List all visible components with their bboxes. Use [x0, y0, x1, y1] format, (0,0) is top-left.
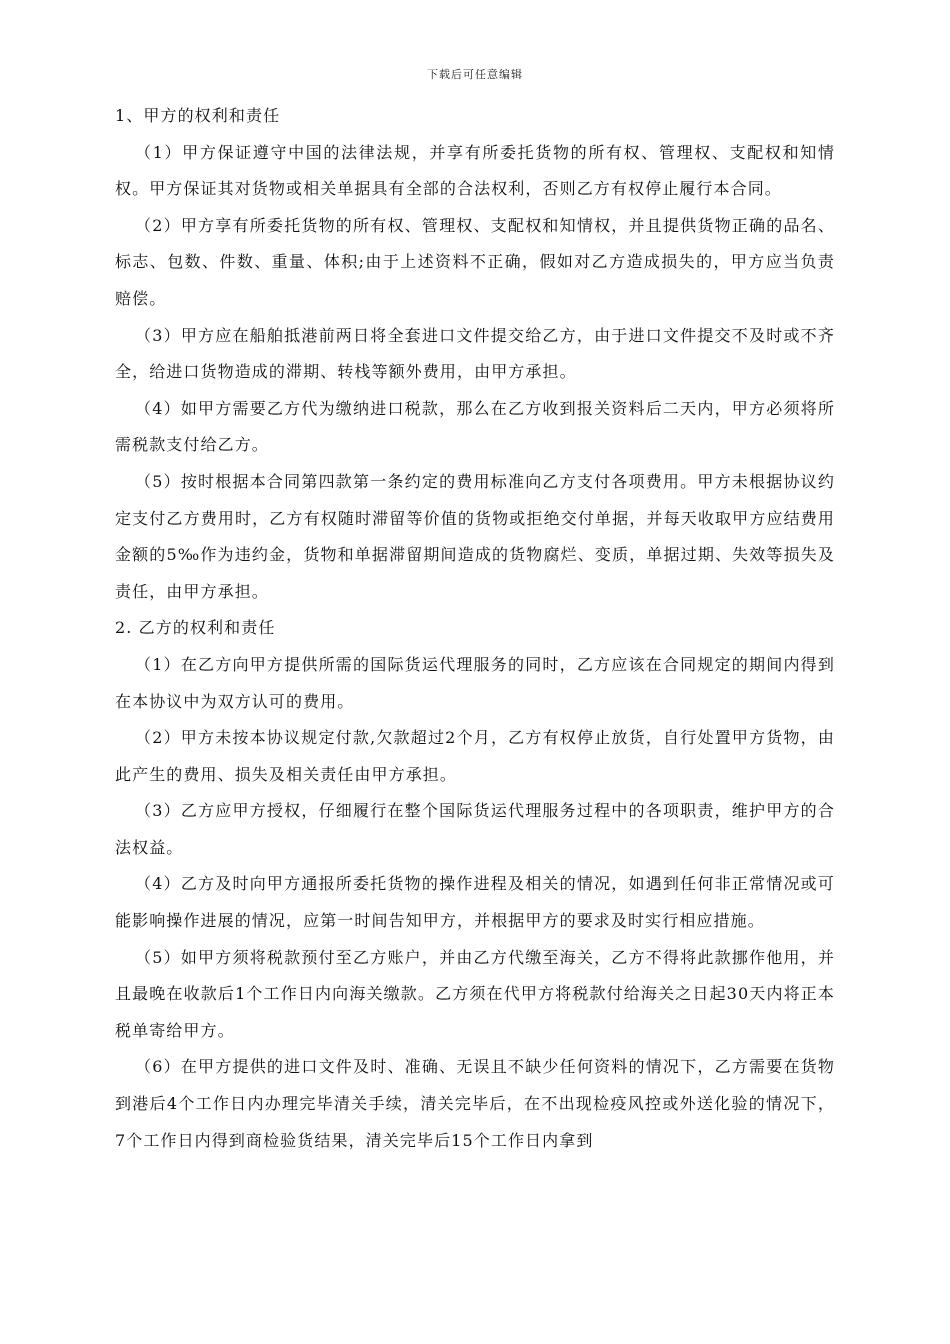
clause-b-6: （6）在甲方提供的进口文件及时、准确、无误且不缺少任何资料的情况下，乙方需要在货物到港后4个工作日内办理完毕清关手续，清关完毕后，在不出现检疫风控或外送化验的情况下，7个工作日内得到商检验货结果，清关完毕后15个工作日内拿到: [115, 1057, 835, 1150]
clause-b-4: （4）乙方及时向甲方通报所委托货物的操作进程及相关的情况，如遇到任何非正常情况或可能影响操作进展的情况，应第一时间告知甲方，并根据甲方的要求及时实行相应措施。: [115, 874, 835, 931]
clause-a-5: （5）按时根据本合同第四款第一条约定的费用标准向乙方支付各项费用。甲方未根据协议约定支付乙方费用时，乙方有权随时滞留等价值的货物或拒绝交付单据，并每天收取甲方应结费用金额的5‰作为违约金，货物和单据滞留期间造成的货物腐烂、变质，单据过期、失效等损失及责任，由甲方承担。: [115, 471, 835, 601]
document-body: [115, 98, 835, 1159]
section-heading-party-a: 1、甲方的权利和责任: [115, 106, 281, 125]
clause-a-1: （1）甲方保证遵守中国的法律法规，并享有所委托货物的所有权、管理权、支配权和知情权。甲方保证其对货物或相关单据具有全部的合法权利，否则乙方有权停止履行本合同。: [115, 142, 835, 199]
clause-b-5: （5）如甲方须将税款预付至乙方账户，并由乙方代缴至海关，乙方不得将此款挪作他用，并且最晚在收款后1个工作日内向海关缴款。乙方须在代甲方将税款付给海关之日起30天内将正本税单寄给甲方。: [115, 947, 835, 1040]
clause-a-4: （4）如甲方需要乙方代为缴纳进口税款，那么在乙方收到报关资料后二天内，甲方必须将所需税款支付给乙方。: [115, 398, 835, 455]
clause-b-2: （2）甲方未按本协议规定付款,欠款超过2个月，乙方有权停止放货，自行处置甲方货物，由此产生的费用、损失及相关责任由甲方承担。: [115, 728, 835, 784]
clause-b-1: （1）在乙方向甲方提供所需的国际货运代理服务的同时，乙方应该在合同规定的期间内得到在本协议中为双方认可的费用。: [115, 654, 835, 711]
clause-a-3: （3）甲方应在船舶抵港前两日将全套进口文件提交给乙方，由于进口文件提交不及时或不齐全，给进口货物造成的滞期、转栈等额外费用，由甲方承担。: [115, 325, 835, 382]
clause-b-3: （3）乙方应甲方授权，仔细履行在整个国际货运代理服务过程中的各项职责，维护甲方的合法权益。: [115, 801, 835, 857]
page-header-note: 下载后可任意编辑: [427, 68, 523, 81]
section-heading-party-b: 2. 乙方的权利和责任: [115, 618, 276, 638]
clause-a-2: （2）甲方享有所委托货物的所有权、管理权、支配权和知情权，并且提供货物正确的品名、标志、包数、件数、重量、体积;由于上述资料不正确，假如对乙方造成损失的，甲方应当负责赔偿。: [115, 215, 835, 308]
